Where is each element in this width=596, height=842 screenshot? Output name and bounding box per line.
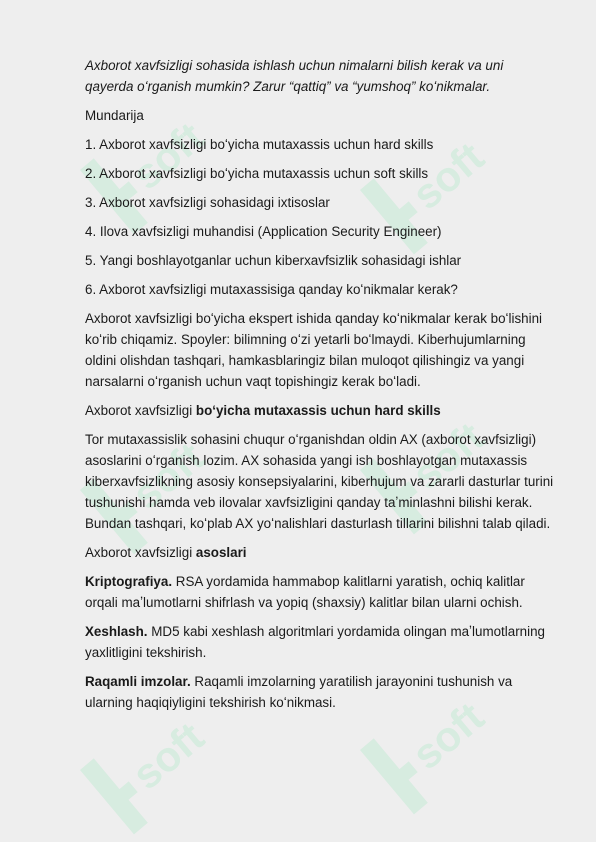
watermark-text: soft [403, 412, 493, 499]
toc-item[interactable]: 4. Ilova xavfsizligi muhandisi (Application Security Engineer) [85, 224, 442, 239]
term-definition [85, 621, 555, 663]
term-definition [85, 571, 555, 613]
term-description: RSA yordamida hammabop kalitlarni yaratish, ochiq kalitlar orqali maʼlumotlarni shifrlash va yopiq (shaxsiy) kalitlar bilan ularni ochish. [85, 574, 525, 610]
toc-title: Mundarija [85, 108, 144, 123]
toc-item[interactable]: 3. Axborot xavfsizligi sohasidagi ixtisoslar [85, 195, 330, 210]
intro-text: Axborot xavfsizligi sohasida ishlash uchun nimalarni bilish kerak va uni qayerda oʻrganish mumkin? Zarur “qattiq” va “yumshoq” koʻnikmalar. [85, 58, 504, 94]
watermark-text: soft [123, 432, 213, 519]
term-definition [85, 671, 555, 713]
heading-bold: boʻyicha mutaxassis uchun hard skills [195, 403, 441, 418]
body-paragraph: Tor mutaxassislik sohasini chuqur oʻrganishdan oldin AX (axborot xavfsizligi) asoslarini oʻrganish lozim. AX sohasida yangi ish boshlayotgan mutaxassis kiberxavfsizlikning asosiy konsepsiyalarini, kiberhujum va zararli dasturlar turini tushunishi hamda veb ilovalar xavfsizligini qanday taʼminlashni bilishi kerak. Bundan tashqari, koʻplab AX yoʻnalishlari dasturlash tillarini bilishni talab qiladi. [85, 432, 554, 531]
body-paragraph: Axborot xavfsizligi boʻyicha ekspert ishida qanday koʻnikmalar kerak boʻlishini koʻrib chiqamiz. Spoyler: bilimning oʻzi yetarli boʻlmaydi. Kiberhujumlarning oldini olishdan tashqari, hamkasblaringiz bilan muloqot qilishingiz va yangi narsalarni oʻrganish uchun vaqt topishingiz kerak boʻladi. [85, 311, 542, 389]
heading-plain: Axborot xavfsizligi [85, 545, 196, 560]
watermark-text: soft [403, 132, 493, 219]
toc-item[interactable]: 1. Axborot xavfsizligi boʻyicha mutaxassis uchun hard skills [85, 137, 434, 152]
table-of-contents [85, 105, 555, 300]
section-heading [85, 542, 555, 563]
toc-item[interactable]: 2. Axborot xavfsizligi boʻyicha mutaxassis uchun soft skills [85, 166, 429, 181]
section-heading [85, 400, 555, 421]
watermark-text: soft [123, 712, 213, 799]
toc-item[interactable]: 5. Yangi boshlayotganlar uchun kiberxavfsizlik sohasidagi ishlar [85, 253, 462, 268]
term: Raqamli imzolar. [85, 674, 191, 689]
heading-bold: asoslari [195, 545, 247, 560]
watermark-text: soft [123, 112, 213, 199]
term-description: MD5 kabi xeshlash algoritmlari yordamida olingan maʼlumotlarning yaxlitligini tekshirish. [85, 624, 545, 660]
watermark-text: soft [403, 692, 493, 779]
term: Kriptografiya. [85, 574, 173, 589]
document-page [85, 55, 555, 721]
heading-plain: Axborot xavfsizligi [85, 403, 196, 418]
term-description: Raqamli imzolarning yaratilish jarayonini tushunish va ularning haqiqiyligini tekshirish koʻnikmasi. [85, 674, 513, 710]
toc-item[interactable]: 6. Axborot xavfsizligi mutaxassisiga qanday koʻnikmalar kerak? [85, 282, 458, 297]
term: Xeshlash. [85, 624, 148, 639]
